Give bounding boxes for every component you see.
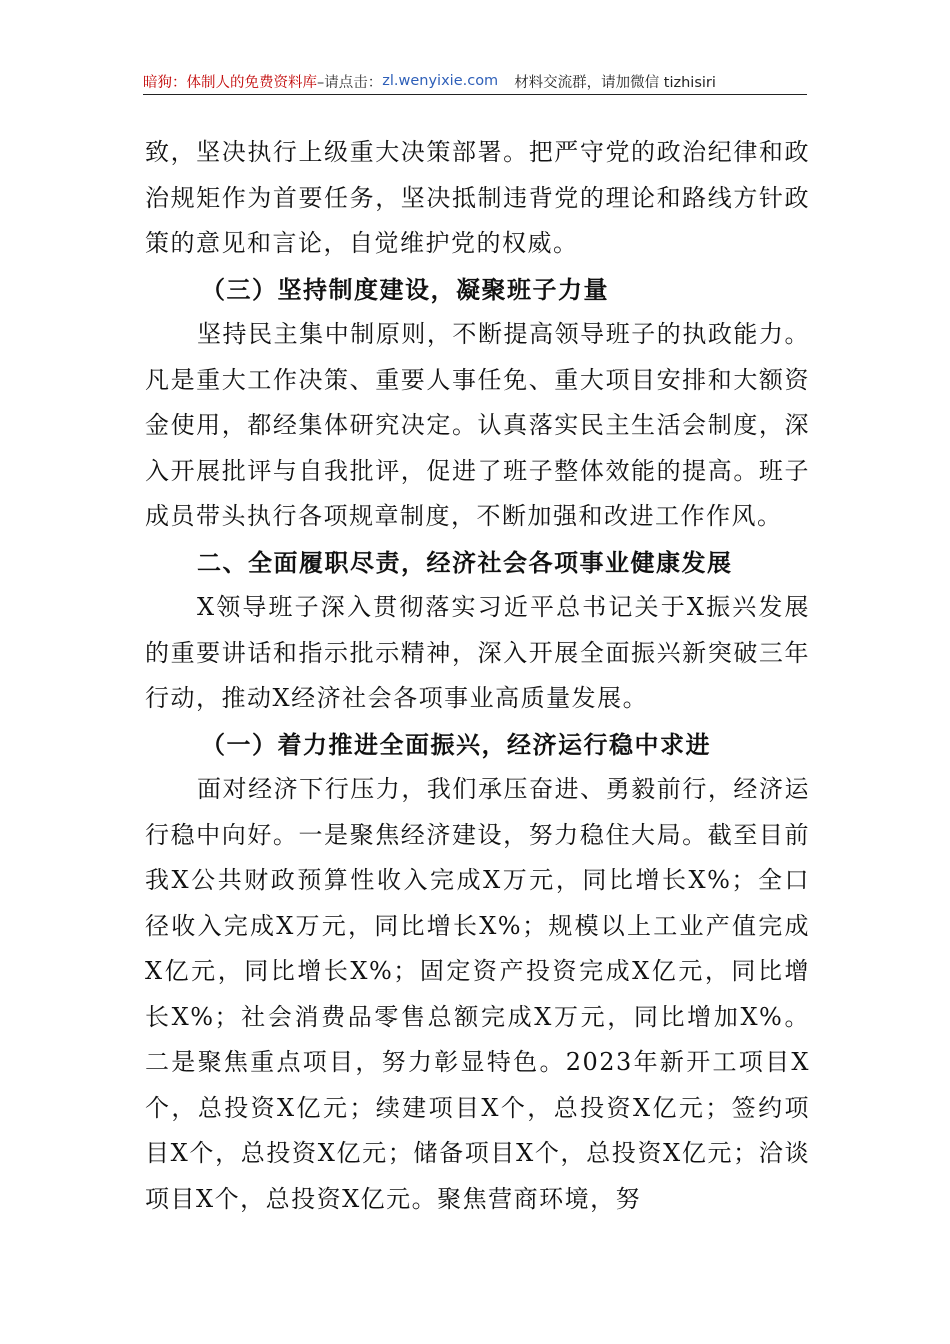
subheading-system-building: （三）坚持制度建设，凝聚班子力量 — [201, 274, 609, 304]
heading-section-two: 二、全面履职尽责，经济社会各项事业健康发展 — [197, 547, 733, 577]
paragraph-continuation: 致，坚决执行上级重大决策部署。把严守党的政治纪律和政治规矩作为首要任务，坚决抵制违背党的理论和路线方针政策的意见和言论，自觉维护党的权威。 — [145, 138, 810, 257]
subheading-revitalization: （一）着力推进全面振兴，经济运行稳中求进 — [201, 729, 711, 759]
page-header — [143, 68, 807, 94]
document-body — [145, 130, 810, 1222]
paragraph-economic-operation: 面对经济下行压力，我们承压奋进、勇毅前行，经济运行稳中向好。一是聚焦经济建设，努力稳住大局。截至目前我X公共财政预算性收入完成X万元，同比增长X%；全口径收入完成X万元，同比增长X%；规模以上工业产值完成X亿元，同比增长X%；固定资产投资完成X亿元，同比增长X%；社会消费品零售总额完成X万元，同比增加X%。二是聚焦重点项目，努力彰显特色。2023年新开工项目X个，总投资X亿元；续建项目X个，总投资X亿元；签约项目X个，总投资X亿元；储备项目X个，总投资X亿元；洽谈项目X个，总投资X亿元。聚焦营商环境，努 — [145, 775, 810, 1213]
paragraph-section-two-intro: X领导班子深入贯彻落实习近平总书记关于X振兴发展的重要讲话和指示批示精神，深入开展全面振兴新突破三年行动，推动X经济社会各项事业高质量发展。 — [145, 593, 810, 712]
header-url-link[interactable]: zl.wenyixie.com — [382, 73, 499, 89]
paragraph-democratic-centralism: 坚持民主集中制原则，不断提高领导班子的执政能力。凡是重大工作决策、重要人事任免、重大项目安排和大额资金使用，都经集体研究决定。认真落实民主生活会制度，深入开展批评与自我批评，促进了班子整体效能的提高。班子成员带头执行各项规章制度，不断加强和改进工作作风。 — [145, 320, 810, 530]
header-group-note: 材料交流群，请加微信 tizhisiri — [514, 74, 716, 91]
header-click-prompt: –请点击： — [317, 74, 383, 91]
header-brand: 暗狗：体制人的免费资料库 — [143, 74, 317, 91]
header-divider — [143, 94, 807, 95]
